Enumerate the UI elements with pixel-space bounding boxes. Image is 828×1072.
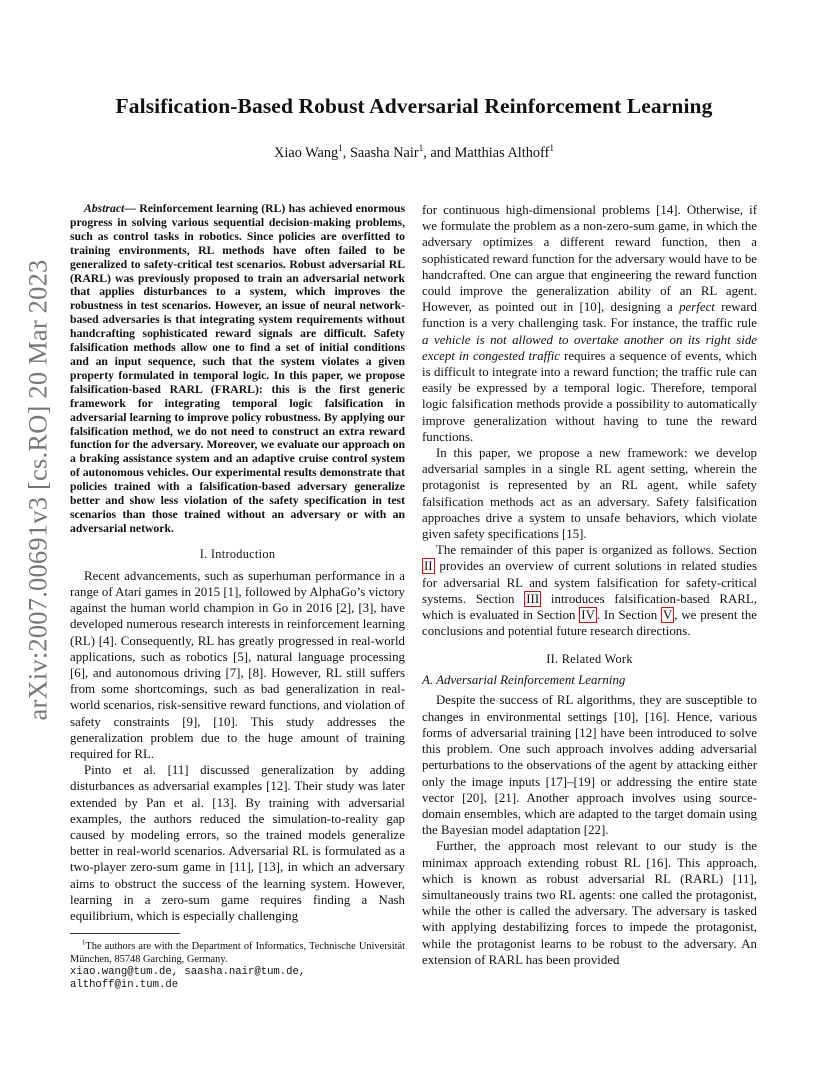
footnote-text: The authors are with the Department of Informatics, Technische Universität München, 85748 Garching, Germany.	[70, 941, 405, 965]
text-run: reward function is a very challenging task. For instance, the traffic rule	[422, 300, 757, 331]
emphasis: a vehicle is not allowed to overtake another on its right side except in congested traffic	[422, 332, 757, 363]
emphasis: perfect	[679, 300, 715, 315]
section-link-ii[interactable]: II	[424, 559, 433, 574]
section-heading-related-work: II. Related Work	[546, 652, 633, 667]
intro-paragraph-4	[422, 542, 757, 639]
related-paragraph-2: Further, the approach most relevant to our study is the minimax approach extending robust RL [16]. This approach, which is known as robust adversarial RL (RARL) [11], simultaneously trains two RL agents: one called the protagonist, while the other is called the adversary. The adversary is tasked with applying destabilizing forces to impede the protagonist, while the protagonist learns to be robust to the adversary. An extension of RARL has been provided	[422, 839, 757, 967]
text-run: . In Section	[596, 608, 661, 623]
affiliation-mark: 1	[338, 144, 343, 155]
author-name: Xiao Wang	[274, 145, 339, 161]
author-name: Saasha Nair	[349, 145, 419, 161]
section-heading-introduction: I. Introduction	[199, 546, 276, 561]
author-name: Matthias Althoff	[454, 145, 550, 161]
footnote-rule	[70, 933, 180, 934]
author-separator: ,	[342, 145, 350, 161]
abstract-text: Reinforcement learning (RL) has achieved enormous progress in solving various sequential decision-making problems, such as control tasks in robotics. Since policies are overfitted to training environments, RL methods have often failed to be generalized to safety-critical test scenarios. Robust adversarial RL (RARL) was previously proposed to train an adversarial network that applies disturbances to a system, which improves the robustness in test scenarios. However, an issue of neural network-based adversaries is that integrating system requirements without handcrafting sophisticated reward signals are difficult. Safety falsification methods allow one to find a set of initial conditions and an input sequence, such that the system violates a given property formulated in temporal logic. In this paper, we propose falsification-based RARL (FRARL): this is the first generic framework for integrating temporal logic falsification in adversarial learning to improve policy robustness. By applying our falsification method, we do not need to construct an extra reward function for the adversary. Moreover, we evaluate our approach on a braking assistance system and an adaptive cruise control system of autonomous vehicles. Our experimental results demonstrate that policies trained with a falsification-based adversary generalize better and show less violation of the safety specification in test scenarios than those trained without an adversary or with an adversarial network.	[70, 202, 405, 535]
text-run: requires a sequence of events, which is difficult to integrate into a reward function; the traffic rule can easily be expressed by a temporal logic. Therefore, temporal logic falsification methods provide a possibility to automatically improve generalization without having to tune the reward functions.	[422, 348, 757, 444]
author-separator: , and	[423, 145, 455, 161]
abstract-dash: —	[124, 202, 140, 215]
intro-paragraph-3: In this paper, we propose a new framework: we develop adversarial samples in a single RL agent setting, wherein the protagonist is represented by an RL agent, while safety falsification methods act as an adversary. Safety falsification approaches drive a system to unsafe behaviors, which violate given safety specifications [15].	[422, 446, 757, 542]
paper-title: Falsification-Based Robust Adversarial Reinforcement Learning	[115, 94, 713, 118]
arxiv-stamp: arXiv:2007.00691v3 [cs.RO] 20 Mar 2023	[22, 259, 53, 721]
text-run: for continuous high-dimensional problems [14]. Otherwise, if we formulate the problem as a non-zero-sum game, in which the adversary optimizes a different reward function, then a sophisticated reward function for the adversary would have to be handcrafted. One can argue that engineering the reward function could improve the generalization ability of an RL agent. However, as pointed out in [10], designing a	[422, 203, 757, 315]
text-run: , we present the conclusions and potential future research directions.	[422, 608, 757, 639]
author-emails-line-2: althoff@in.tum.de	[70, 978, 179, 991]
abstract-label: Abstract	[84, 202, 125, 215]
section-link-iv[interactable]: IV	[581, 608, 595, 623]
author-emails-line-1: xiao.wang@tum.de, saasha.nair@tum.de,	[70, 966, 306, 979]
intro-paragraph-2: Pinto et al. [11] discussed generalization by adding disturbances as adversarial examples [12]. Their study was later extended by Pan et al. [13]. By training with adversarial examples, the authors reduced the simulation-to-reality gap caused by modeling errors, so the trained models generalize better in real-world scenarios. Adversarial RL is formulated as a two-player zero-sum game in [11], [13], in which an adversary aims to obstruct the success of the learning system. However, learning in a zero-sum game requires finding a Nash equilibrium, which is especially challenging	[70, 763, 405, 924]
text-run: introduces falsification-based RARL, which is evaluated in Section	[422, 591, 757, 623]
subsection-heading-adversarial-rl: A. Adversarial Reinforcement Learning	[422, 673, 626, 688]
section-link-iii[interactable]: III	[526, 591, 540, 606]
intro-paragraph-1: Recent advancements, such as superhuman performance in a range of Atari games in 2015 [1], followed by AlphaGo’s victory against the human world champion in Go in 2016 [2], [3], have developed numerous research interests in reinforcement learning (RL) [4]. Consequently, RL has greatly progressed in real-world applications, such as robotics [5], natural language processing [6], and autonomous driving [7], [8]. However, RL still suffers from some shortcomings, such as bad generalization in real-world scenarios, risk-sensitive reward functions, and violation of safety constraints [9], [10]. This study addresses the generalization problem due to the huge amount of training required for RL.	[70, 568, 405, 761]
affiliation-mark: 1	[418, 144, 424, 155]
related-paragraph-1: Despite the success of RL algorithms, they are susceptible to changes in environmental settings [10], [16]. Hence, various forms of adversarial training [12] have been introduced to solve this problem. One such approach involves adding adversarial perturbations to the observations of the agent by attacking either only the image inputs [17]–[19] or addressing the entire state vector [20], [21]. Another approach involves using source-domain ensembles, which are adapted to the target domain using the Bayesian model adaptation [22].	[422, 693, 757, 838]
left-column	[70, 202, 405, 924]
footnote	[70, 941, 405, 991]
footnote-mark: 1	[82, 939, 86, 947]
right-column	[422, 202, 757, 968]
text-run: provides an overview of current solutions in related studies for adversarial RL and system falsification for safety-critical systems. Section	[422, 559, 757, 606]
abstract	[70, 202, 405, 536]
text-run: The remainder of this paper is organized as follows. Section	[436, 543, 757, 558]
section-link-v[interactable]: V	[662, 608, 673, 623]
author-line	[70, 145, 758, 162]
intro-paragraph-2-continued	[422, 202, 757, 445]
affiliation-mark: 1	[549, 144, 554, 155]
